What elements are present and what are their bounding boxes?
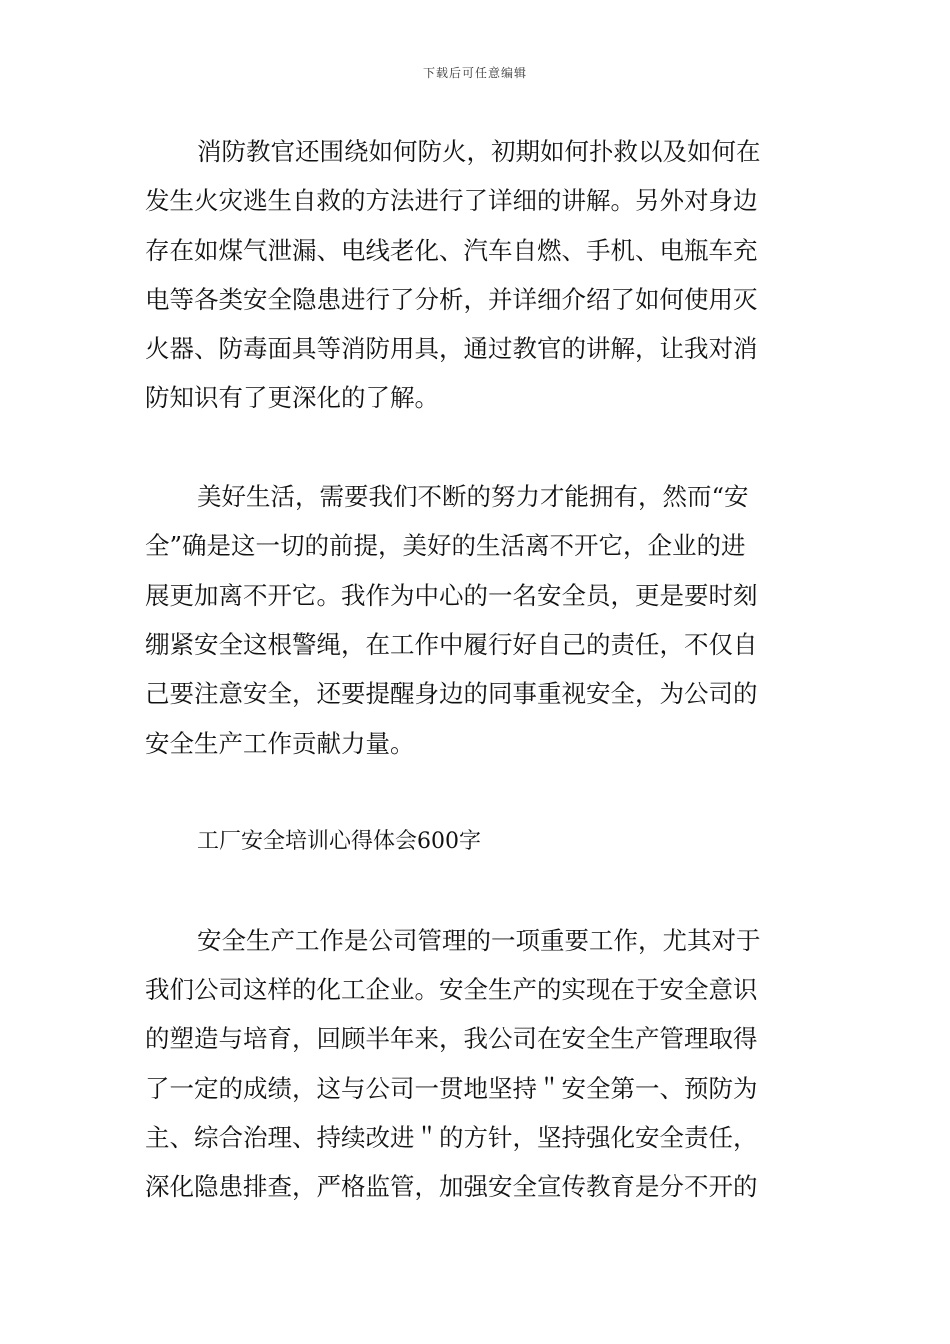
document-body (145, 127, 807, 1212)
paragraph-line: 全”确是这一切的前提，美好的生活离不开它，企业的进 (145, 531, 746, 561)
paragraph-line: 主、综合治理、持续改进＂的方针，坚持强化安全责任， (145, 1122, 758, 1152)
paragraph-line: 美好生活，需要我们不断的努力才能拥有，然而“安 (197, 482, 749, 512)
paragraph-line: 发生火灾逃生自救的方法进行了详细的讲解。另外对身边 (145, 186, 758, 216)
paragraph-line: 绷紧安全这根警绳，在工作中履行好自己的责任，不仅自 (145, 629, 758, 659)
paragraph-line: 我们公司这样的化工企业。安全生产的实现在于安全意识 (145, 975, 758, 1005)
paragraph-line: 火器、防毒面具等消防用具，通过教官的讲解，让我对消 (145, 334, 758, 364)
paragraph-line: 了一定的成绩，这与公司一贯地坚持＂安全第一、预防为 (145, 1073, 758, 1103)
section-heading: 工厂安全培训心得体会600字 (197, 829, 481, 855)
page-header: 下载后可任意编辑 (422, 66, 527, 80)
paragraph-line: 存在如煤气泄漏、电线老化、汽车自燃、手机、电瓶车充 (145, 235, 758, 265)
paragraph-line: 安全生产工作贡献力量。 (145, 728, 415, 758)
paragraph-line: 消防教官还围绕如何防火，初期如何扑救以及如何在 (197, 137, 761, 166)
paragraph-line: 电等各类安全隐患进行了分析，并详细介绍了如何使用灭 (145, 284, 758, 314)
paragraph-line: 深化隐患排查，严格监管，加强安全宣传教育是分不开的 (145, 1172, 758, 1202)
paragraph-line: 安全生产工作是公司管理的一项重要工作，尤其对于 (197, 925, 761, 955)
paragraph-spacer (145, 768, 807, 817)
paragraph-spacer (145, 866, 807, 915)
paragraph-spacer (145, 423, 807, 472)
paragraph-line: 己要注意安全，还要提醒身边的同事重视安全，为公司的 (145, 679, 758, 709)
paragraph-line: 防知识有了更深化的了解。 (145, 383, 439, 413)
paragraph-line: 的塑造与培育，回顾半年来，我公司在安全生产管理取得 (145, 1024, 758, 1054)
paragraph-line: 展更加离不开它。我作为中心的一名安全员，更是要时刻 (145, 580, 758, 610)
